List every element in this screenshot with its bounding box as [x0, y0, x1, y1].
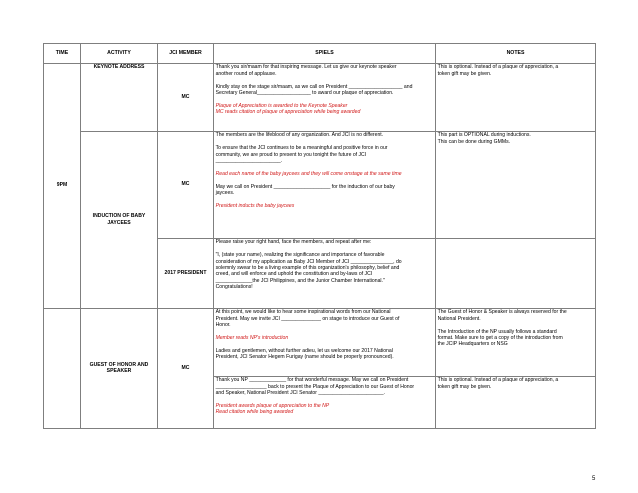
notes-line: National President.	[437, 315, 481, 322]
stage-direction: Plaque of Appreciation is awarded to the Keynote Speaker	[215, 102, 348, 109]
spiel-line: creed, and will enforce and uphold the constitution and by-laws of JCI	[215, 271, 373, 278]
spiel-cell-guest-plaque	[214, 376, 436, 428]
stage-direction: President inducts the baby jaycees	[215, 202, 295, 209]
notes-line: The Introduction of the NP usually follows a standard	[437, 328, 557, 335]
activity-label: KEYNOTE ADDRESS	[93, 64, 145, 71]
spiel-line: Please raise your right hand, face the members, and repeat after me:	[215, 239, 372, 246]
time-label: 9PM	[56, 182, 68, 189]
member-label: 2017 PRESIDENT	[164, 269, 207, 276]
spiel-cell-induction-president	[214, 238, 436, 308]
spiel-line: May we call on President ____________________ for the induction of our baby	[215, 183, 395, 190]
spiel-line: Ladies and gentlemen, without further adieu, let us welcome our 2017 National	[215, 347, 393, 354]
member-cell-guest	[158, 308, 214, 428]
spiel-line: community, we are proud to present to you tonight the future of JCI	[215, 151, 367, 158]
spiel-line: __________________ back to present the Plaque of Appreciation to our Guest of Honor	[215, 383, 415, 390]
spiel-line: The members are the lifeblood of any organization. And JCI is no different.	[215, 132, 384, 139]
program-table	[43, 43, 596, 429]
spiel-line: "I, (state your name), realizing the significance and importance of favorable	[215, 252, 385, 259]
notes-line: This is optional. Instead of a plaque of appreciation, a	[437, 64, 559, 71]
stage-direction: MC reads citation of plaque of appreciation while being awarded	[215, 109, 361, 116]
header-row	[44, 44, 596, 64]
spiel-line: Congratulations!	[215, 284, 253, 291]
notes-cell-induction	[436, 131, 596, 238]
member-cell-induction-mc	[158, 131, 214, 238]
spiel-line: At this point, we would like to hear some inspirational words from our National	[215, 309, 391, 316]
activity-label: INDUCTION OF BABY	[92, 213, 146, 220]
member-label: MC	[181, 181, 190, 188]
spiel-line: jaycees.	[215, 190, 235, 196]
activity-cell-guest	[81, 308, 158, 428]
spiel-cell-keynote	[214, 63, 436, 131]
member-label: MC	[181, 93, 190, 100]
spiel-line: _____________the JCI Philippines, and the Junior Chamber International."	[215, 277, 385, 284]
spiel-line: solemnly swear to be a living example of this organization's philosophy, belief and	[215, 265, 400, 271]
activity-label: SPEAKER	[106, 368, 132, 375]
stage-direction: President awards plaque of appreciation to the NP	[215, 403, 330, 409]
member-label: MC	[181, 364, 190, 371]
table-row-induction-mc	[44, 131, 596, 238]
spiel-line: Honor.	[215, 322, 231, 329]
notes-cell-empty	[436, 238, 596, 308]
spiel-line: President. May we invite JCI ______________ on stage to introduce our Guest of	[215, 315, 400, 322]
time-cell-empty	[44, 308, 81, 428]
notes-cell-guest-intro	[436, 308, 596, 376]
activity-cell-keynote	[81, 63, 158, 131]
activity-label: JAYCEES	[107, 219, 131, 226]
notes-line: This is optional. Instead of a plaque of appreciation, a	[437, 377, 559, 384]
time-cell-9pm	[44, 63, 81, 308]
spiel-line: Kindly stay on the stage sir/maam, as we call on President ___________________ and	[215, 83, 413, 90]
notes-line: The Guest of Honor & Speaker is always reserved for the	[437, 309, 567, 316]
spiel-line: consideration of my application as Baby JCI Member of JCI _______________, do	[215, 258, 402, 265]
spiel-line: another round of applause.	[215, 70, 277, 77]
notes-line: This can be done during GMMs.	[437, 138, 511, 145]
spiel-line: Thank you NP _____________ for that wonderful message. May we call on President	[215, 377, 409, 384]
spiel-line: _______________________.	[215, 158, 283, 164]
spiel-line: Secretary General___________________ to award our plaque of appreciation.	[215, 90, 394, 96]
notes-line: the JCIP Headquarters or NSG	[437, 341, 508, 348]
header-time: TIME	[44, 44, 81, 64]
stage-direction: Member reads NP's introduction	[215, 335, 289, 341]
header-spiels: SPIELS	[214, 44, 436, 64]
spiel-line: and Speaker, National President JCI Senator _______________________.	[215, 390, 385, 397]
table-row-keynote	[44, 63, 596, 131]
spiel-cell-induction-mc	[214, 131, 436, 238]
notes-line: token gift may be given.	[437, 70, 492, 77]
notes-line: format. Make sure to get a copy of the introduction from	[437, 335, 563, 341]
spiel-line: Thank you sir/maam for that inspiring message. Let us give our keynote speaker	[215, 64, 397, 71]
activity-label: GUEST OF HONOR AND	[89, 361, 149, 368]
header-activity: ACTIVITY	[81, 44, 158, 64]
spiel-cell-guest-intro	[214, 308, 436, 376]
page-number: 5	[592, 476, 596, 482]
notes-cell-guest-plaque	[436, 376, 596, 428]
activity-cell-induction	[81, 131, 158, 308]
member-cell-induction-president	[158, 238, 214, 308]
stage-direction: Read citation while being awarded	[215, 409, 294, 416]
stage-direction: Read each name of the baby jaycees and they will come onstage at the same time	[215, 170, 402, 177]
notes-line: token gift may be given.	[437, 383, 492, 390]
header-notes: NOTES	[436, 44, 596, 64]
header-jci-member: JCI MEMBER	[158, 44, 214, 64]
notes-cell-keynote	[436, 63, 596, 131]
table-row-guest-intro	[44, 308, 596, 376]
notes-line: This part is OPTIONAL during inductions.	[437, 132, 531, 139]
spiel-line: To ensure that the JCI continues to be a meaningful and positive force in our	[215, 145, 388, 152]
member-cell-keynote	[158, 63, 214, 131]
spiel-line: President, JCI Senator Hegem Furigay (name should be properly pronounced).	[215, 354, 394, 361]
